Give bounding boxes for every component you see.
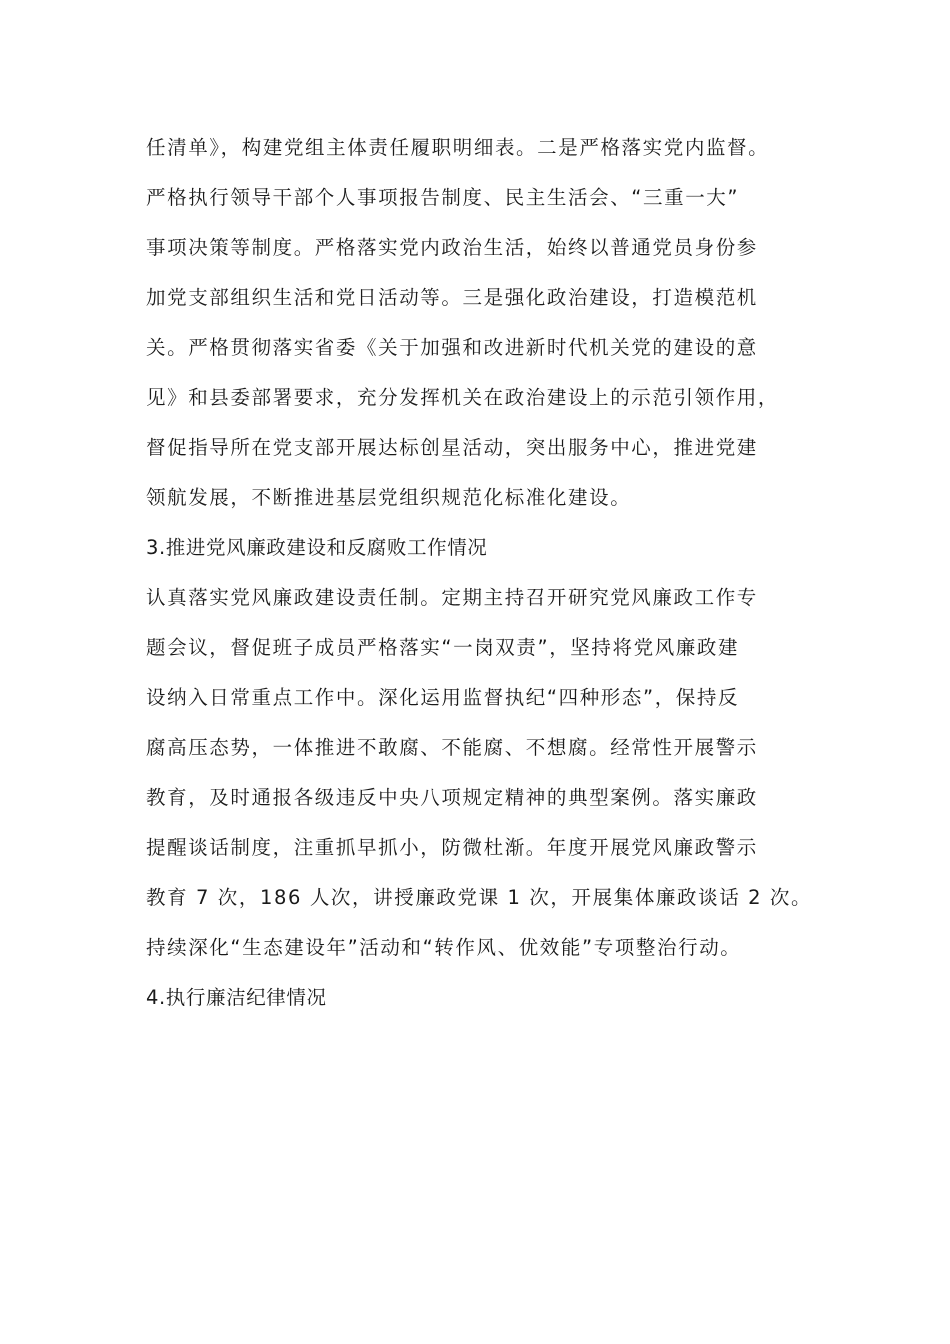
text-line: 提醒谈话制度，注重抓早抓小，防微杜渐。年度开展党风廉政警示 bbox=[146, 836, 758, 859]
text-line: 事项决策等制度。严格落实党内政治生活，始终以普通党员身份参 bbox=[146, 236, 758, 259]
text-line: 关。严格贯彻落实省委《关于加强和改进新时代机关党的建设的意 bbox=[146, 336, 758, 359]
text-line: 任清单》，构建党组主体责任履职明细表。二是严格落实党内监督。 bbox=[146, 136, 770, 159]
text-line: 教育 7 次，186 人次，讲授廉政党课 1 次，开展集体廉政谈话 2 次。 bbox=[146, 886, 813, 909]
document-body bbox=[146, 123, 846, 1023]
text-line: 督促指导所在党支部开展达标创星活动，突出服务中心，推进党建 bbox=[146, 436, 758, 459]
text-line: 见》和县委部署要求，充分发挥机关在政治建设上的示范引领作用， bbox=[146, 386, 780, 409]
text-line: 腐高压态势，一体推进不敢腐、不能腐、不想腐。经常性开展警示 bbox=[146, 736, 758, 759]
text-line: 持续深化“生态建设年”活动和“转作风、优效能”专项整治行动。 bbox=[146, 936, 742, 959]
text-line: 领航发展，不断推进基层党组织规范化标准化建设。 bbox=[146, 486, 632, 509]
section-heading-4: 4.执行廉洁纪律情况 bbox=[146, 986, 327, 1009]
text-line: 加党支部组织生活和党日活动等。三是强化政治建设，打造模范机 bbox=[146, 286, 758, 309]
text-line: 严格执行领导干部个人事项报告制度、民主生活会、“三重一大” bbox=[146, 186, 740, 209]
text-line: 设纳入日常重点工作中。深化运用监督执纪“四种形态”，保持反 bbox=[146, 686, 740, 709]
section-heading-3: 3.推进党风廉政建设和反腐败工作情况 bbox=[146, 536, 488, 559]
text-line: 教育，及时通报各级违反中央八项规定精神的典型案例。落实廉政 bbox=[146, 786, 758, 809]
text-line: 认真落实党风廉政建设责任制。定期主持召开研究党风廉政工作专 bbox=[146, 586, 758, 609]
text-line: 题会议，督促班子成员严格落实“一岗双责”，坚持将党风廉政建 bbox=[146, 636, 740, 659]
